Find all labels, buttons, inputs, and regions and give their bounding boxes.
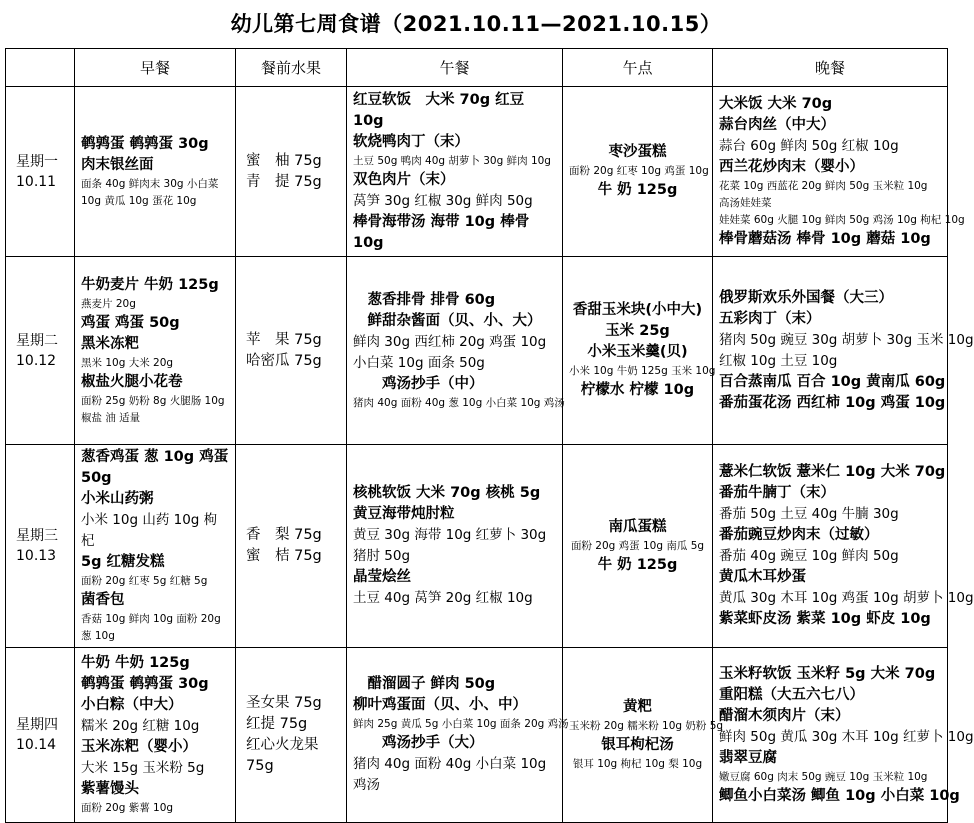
lunch-cell	[347, 257, 563, 445]
date-label: 10.13	[16, 548, 57, 564]
dish-name: 葱香鸡蛋 葱 10g 鸡蛋 50g	[81, 449, 229, 486]
ingredient-line: 猪肉 40g 面粉 40g 小白菜 10g 鸡汤	[353, 756, 547, 793]
ingredient-line: 花菜 10g 西蓝花 20g 鲜肉 50g 玉米粒 10g	[719, 179, 928, 192]
menu-row	[6, 445, 948, 648]
dish-name: 紫菜虾皮汤 紫菜 10g 虾皮 10g	[719, 611, 931, 627]
date-label: 10.11	[16, 173, 57, 190]
ingredient-line: 小白菜 10g 面条 50g	[353, 354, 485, 371]
ingredient-line: 莴笋 30g 红椒 30g 鲜肉 50g	[353, 192, 533, 209]
ingredient-line: 糯米 20g 红糖 10g	[81, 718, 200, 734]
breakfast-cell	[75, 648, 236, 823]
dish-name: 双色肉片（末）	[353, 171, 455, 188]
date-label: 10.14	[16, 737, 57, 753]
dish-name: 百合蒸南瓜 百合 10g 黄南瓜 60g	[719, 373, 946, 390]
fruit-item: 青 提 75g	[246, 173, 322, 190]
dish-name: 小米玉米羹(贝)	[587, 344, 688, 360]
dish-name: 棒骨蘑菇汤 棒骨 10g 蘑菇 10g	[719, 230, 931, 247]
dish-name: 大米饭 大米 70g	[719, 95, 833, 112]
dish-name: 柳叶鸡蛋面（贝、小、中）	[353, 697, 527, 713]
dish-name: 五彩肉丁（末）	[719, 310, 821, 327]
dish-name: 南瓜蛋糕	[608, 518, 667, 535]
fruit-item: 苹 果 75g	[246, 331, 322, 348]
ingredient-line: 红椒 10g 土豆 10g	[719, 352, 838, 369]
ingredient-line: 面粉 20g 紫薯 10g	[81, 802, 174, 814]
ingredient-line: 黄瓜 30g 木耳 10g 鸡蛋 10g 胡萝卜 10g	[719, 590, 974, 606]
dish-name: 鹌鹑蛋 鹌鹑蛋 30g	[81, 135, 209, 152]
fruit-cell	[236, 87, 347, 257]
weekday-label: 星期三	[16, 528, 58, 544]
dish-name: 番茄蛋花汤 西红柿 10g 鸡蛋 10g	[719, 394, 946, 411]
lunch-cell	[347, 648, 569, 823]
dish-name: 牛 奶 125g	[597, 556, 678, 573]
fruit-cell	[236, 257, 347, 445]
dinner-cell	[713, 257, 974, 445]
header-fruit: 餐前水果	[236, 49, 347, 87]
header-row	[6, 49, 948, 87]
dish-name: 核桃软饭 大米 70g 核桃 5g	[353, 485, 541, 501]
page-title: 幼儿第七周食谱（2021.10.11—2021.10.15）	[230, 12, 722, 36]
dish-name: 醋溜圆子 鲜肉 50g	[353, 676, 496, 692]
fruit-cell	[236, 445, 347, 648]
menu-row	[6, 257, 948, 445]
dish-name: 黄豆海带炖肘粒	[353, 506, 455, 522]
snack-cell	[563, 87, 713, 257]
ingredient-line: 黑米 10g 大米 20g	[81, 356, 174, 369]
dish-name: 红豆软饭 大米 70g 红豆 10g	[353, 91, 525, 129]
day-cell	[6, 87, 75, 257]
dish-name: 枣沙蛋糕	[608, 144, 667, 160]
dish-name: 鸡汤抄手（中）	[353, 375, 484, 392]
fruit-item: 蜜 柚 75g	[246, 152, 322, 169]
ingredient-line: 鲜肉 25g 黄瓜 5g 小白菜 10g 面条 20g 鸡汤	[353, 718, 569, 730]
ingredient-line: 蒜台 60g 鲜肉 50g 红椒 10g	[719, 137, 899, 154]
ingredient-line: 玉米粉 20g 糯米粉 10g 奶粉 5g	[569, 720, 724, 732]
ingredient-line: 燕麦片 20g	[81, 297, 136, 310]
dish-name: 玉米籽软饭 玉米籽 5g 大米 70g	[719, 665, 936, 682]
ingredient-line: 面条 40g 鲜肉末 30g 小白菜	[81, 177, 219, 190]
ingredient-line: 鲜肉 30g 西红柿 20g 鸡蛋 10g	[353, 333, 547, 350]
weekday-label: 星期一	[16, 153, 58, 170]
ingredient-line: 鲜肉 50g 黄瓜 30g 木耳 10g 红萝卜 10g	[719, 728, 974, 745]
ingredient-line: 番茄 40g 豌豆 10g 鲜肉 50g	[719, 548, 899, 564]
date-label: 10.12	[16, 352, 57, 369]
menu-row	[6, 648, 948, 823]
ingredient-line: 面粉 20g 红枣 10g 鸡蛋 10g	[569, 165, 709, 177]
dish-name: 肉末银丝面	[81, 156, 154, 173]
ingredient-line: 面粉 20g 红枣 5g 红糖 5g	[81, 575, 208, 587]
ingredient-line: 小米 10g 山药 10g 枸杞	[81, 512, 218, 549]
dish-name: 鲫鱼小白菜汤 鲫鱼 10g 小白菜 10g	[719, 787, 960, 804]
dish-name: 椒盐火腿小花卷	[81, 373, 183, 390]
header-corner	[6, 49, 75, 87]
lunch-cell	[347, 445, 563, 648]
breakfast-cell	[75, 257, 236, 445]
dish-name: 玉米冻粑（婴小）	[81, 739, 197, 755]
ingredient-line: 嫩豆腐 60g 肉末 50g 豌豆 10g 玉米粒 10g	[719, 770, 928, 783]
ingredient-line: 大米 15g 玉米粉 5g	[81, 760, 205, 776]
dish-name: 西兰花炒肉末（婴小）	[719, 158, 864, 175]
ingredient-line: 黄豆 30g 海带 10g 红萝卜 30g 猪肘 50g	[353, 527, 547, 564]
fruit-item: 哈密瓜 75g	[246, 352, 322, 369]
ingredient-line: 土豆 50g 鸭肉 40g 胡萝卜 30g 鲜肉 10g	[353, 154, 551, 167]
ingredient-line: 番茄 50g 土豆 40g 牛腩 30g	[719, 506, 899, 522]
dish-name: 鸡汤抄手（大）	[353, 735, 484, 751]
dish-name: 黄粑	[623, 699, 652, 715]
dish-name: 蒜台肉丝（中大）	[719, 116, 835, 133]
menu-row	[6, 87, 948, 257]
ingredient-line: 土豆 40g 莴笋 20g 红椒 10g	[353, 590, 533, 606]
dish-name: 棒骨海带汤 海带 10g 棒骨 10g	[353, 213, 530, 251]
snack-cell	[563, 257, 716, 445]
snack-cell	[563, 648, 724, 823]
fruit-item: 圣女果 75g	[246, 695, 322, 711]
dish-name: 翡翠豆腐	[719, 749, 777, 766]
breakfast-cell	[75, 87, 236, 257]
dish-name: 柠檬水 柠檬 10g	[580, 382, 695, 398]
ingredient-line: 娃娃菜 60g 火腿 10g 鲜肉 50g 鸡汤 10g 枸杞 10g	[719, 213, 965, 226]
dish-name: 醋溜木须肉片（末）	[719, 707, 850, 724]
dish-name: 鸡蛋 鸡蛋 50g	[81, 314, 180, 331]
dinner-cell	[713, 445, 974, 648]
fruit-item: 香 梨 75g	[246, 527, 322, 543]
dish-name: 薏米仁软饭 薏米仁 10g 大米 70g	[719, 464, 946, 480]
weekday-label: 星期四	[16, 717, 58, 733]
dish-name: 番茄豌豆炒肉末（过敏）	[719, 527, 879, 543]
dish-name: 紫薯馒头	[81, 781, 139, 797]
dish-name: 俄罗斯欢乐外国餐（大三）	[719, 289, 893, 306]
day-cell	[6, 445, 75, 648]
dish-name: 5g 红糖发糕	[81, 554, 165, 570]
dish-name: 牛 奶 125g	[597, 182, 678, 198]
ingredient-line: 面粉 25g 奶粉 8g 火腿肠 10g 椒盐 油 适量	[81, 394, 225, 424]
breakfast-cell	[75, 445, 236, 648]
lunch-cell	[347, 87, 563, 257]
ingredient-line: 猪肉 40g 面粉 40g 葱 10g 小白菜 10g 鸡汤	[353, 396, 565, 409]
dish-name: 晶莹烩丝	[353, 569, 411, 585]
dish-name: 鲜甜杂酱面（贝、小、大）	[353, 312, 542, 329]
dish-name: 银耳枸杞汤	[601, 737, 674, 753]
dish-name: 香甜玉米块(小中大)	[572, 302, 703, 318]
dish-name: 菌香包	[81, 592, 125, 608]
dinner-cell	[713, 648, 974, 823]
dish-name: 小米山药粥	[81, 491, 154, 507]
ingredient-line: 小米 10g 牛奶 125g 玉米 10g	[569, 365, 716, 377]
dish-name: 软烧鸭肉丁（末）	[353, 133, 469, 150]
dish-name: 牛奶 牛奶 125g	[81, 655, 190, 671]
dish-name: 小白粽（中大）	[81, 697, 183, 713]
header-breakfast: 早餐	[75, 49, 236, 87]
weekday-label: 星期二	[16, 332, 58, 349]
dish-name: 鹌鹑蛋 鹌鹑蛋 30g	[81, 676, 209, 692]
dish-name: 葱香排骨 排骨 60g	[353, 291, 496, 308]
dish-name: 黑米冻粑	[81, 335, 139, 352]
dish-name: 玉米 25g	[605, 323, 670, 339]
dish-name: 牛奶麦片 牛奶 125g	[81, 276, 219, 293]
ingredient-line: 10g 黄瓜 10g 蛋花 10g	[81, 194, 197, 207]
ingredient-line: 银耳 10g 枸杞 10g 梨 10g	[572, 758, 703, 770]
snack-cell	[563, 445, 713, 648]
dish-name: 番茄牛腩丁（末）	[719, 485, 835, 501]
fruit-item: 蜜 桔 75g	[246, 548, 322, 564]
day-cell	[6, 257, 75, 445]
fruit-item: 红提 75g	[246, 716, 308, 732]
dinner-cell	[713, 87, 965, 257]
fruit-item: 红心火龙果 75g	[246, 737, 319, 774]
dish-name: 黄瓜木耳炒蛋	[719, 569, 806, 585]
header-lunch: 午餐	[347, 49, 563, 87]
day-cell	[6, 648, 75, 823]
ingredient-line: 面粉 20g 鸡蛋 10g 南瓜 5g	[570, 539, 705, 552]
dish-name: 重阳糕（大五六七八）	[719, 686, 864, 703]
header-dinner: 晚餐	[713, 49, 948, 87]
header-snack: 午点	[563, 49, 713, 87]
menu-table	[5, 48, 974, 823]
ingredient-line: 高汤娃娃菜	[719, 196, 772, 209]
ingredient-line: 香菇 10g 鲜肉 10g 面粉 20g 葱 10g	[81, 613, 221, 642]
fruit-cell	[236, 648, 347, 823]
ingredient-line: 猪肉 50g 豌豆 30g 胡萝卜 30g 玉米 10g	[719, 331, 974, 348]
